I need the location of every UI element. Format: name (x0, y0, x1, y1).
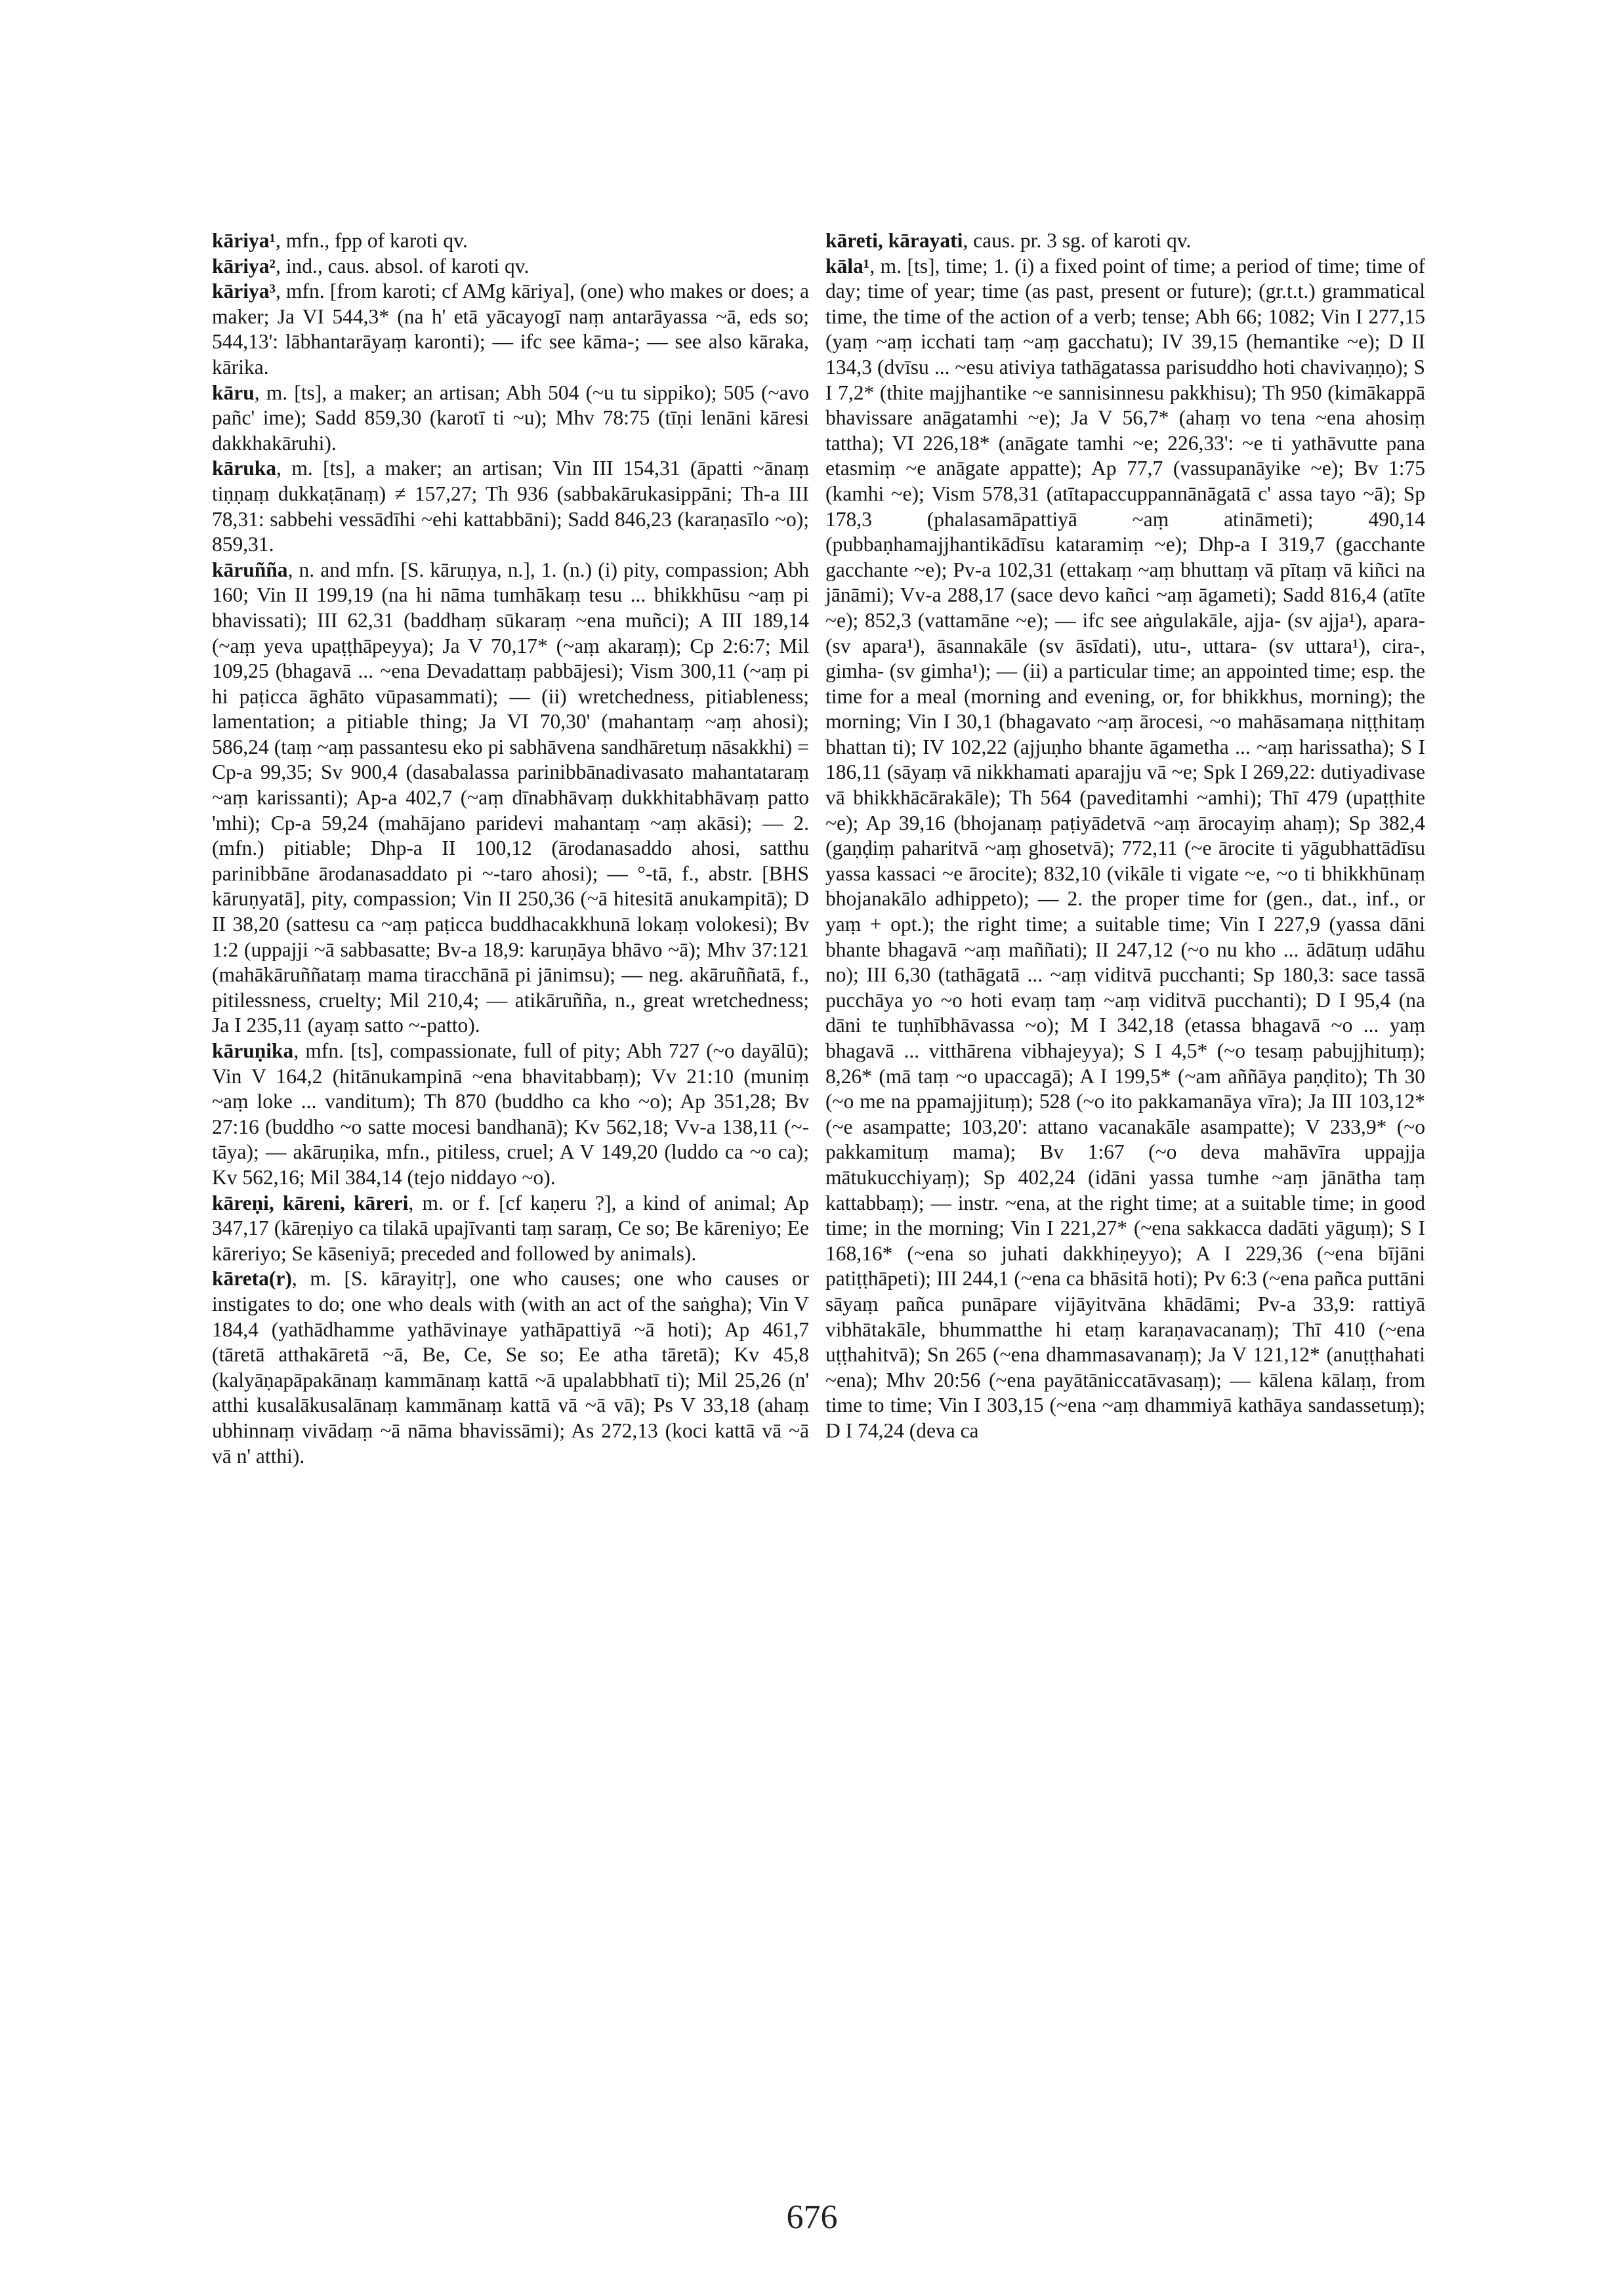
entry-definition: , m. [S. kārayitṛ], one who causes; one who causes or instigates to do; one who deals with (with an act of the saṅgha); Vin V 184,4 (yathādhamme yathāvinaye yathāpattiyā ~ā hoti); Ap 461,7 (tāretā atthakāretā ~ā, Be, Ce, Se so; Ee atha tāretā); Kv 45,8 (kalyāṇapāpakānaṃ kammānaṃ kattā ~ā upalabbhatī ti); Mil 25,26 (n' atthi kusalākusalānaṃ kammānaṃ kattā vā ~ā vā); Ps V 33,18 (ahaṃ ubhinnaṃ vivādaṃ ~ā nāma bhavissāmi); As 272,13 (koci kattā vā ~ā vā n' atthi). (212, 1267, 809, 1468)
dictionary-entry (212, 228, 809, 254)
entry-definition: , m. or f. [cf kaṇeru ?], a kind of animal; Ap 347,17 (kāreṇiyo ca tilakā upajīvanti taṃ saraṃ, Ce so; Be kāreniyo; Ee kāreriyo; Se kāseniyā; preceded and followed by animals). (212, 1191, 809, 1265)
dictionary-entry (825, 254, 1425, 1444)
dictionary-entry (212, 456, 809, 557)
entry-definition: , mfn. [ts], compassionate, full of pity; Abh 727 (~o dayālū); Vin V 164,2 (hitānukampinā ~ena bhavitabbaṃ); Vv 21:10 (muniṃ ~aṃ loke ... vanditum); Th 870 (buddho ca kho ~o); Ap 351,28; Bv 27:16 (buddho ~o satte mocesi bandhanā); Kv 562,18; Vv-a 138,11 (~-tāya); — akāruṇika, mfn., pitiless, cruel; A V 149,20 (luddo ca ~o ca); Kv 562,16; Mil 384,14 (tejo niddayo ~o). (212, 1039, 809, 1189)
entry-headword: kāru (212, 381, 255, 404)
dictionary-entry (212, 1039, 809, 1191)
dictionary-entry (212, 1191, 809, 1267)
dictionary-entry (212, 558, 809, 1039)
entry-definition: , m. [ts], time; 1. (i) a fixed point of time; a period of time; time of day; time of year; time (as past, present or future); (gr.t.t.) grammatical time, the time of the action of a verb; tense; Abh 66; 1082; Vin I 277,15 (yaṃ ~aṃ icchati taṃ ~aṃ gacchatu); IV 39,15 (hemantike ~e); D II 134,3 (dvīsu ... ~esu ativiya tathāgatassa parisuddho hoti chavivaṇṇo); S I 7,2* (thite majjhantike ~e sannisinnesu pakkhisu); Th 950 (kimākappā bhavissare anāgatamhi ~e); Ja V 56,7* (ahaṃ vo tena ~ena ahosiṃ tattha); VI 226,18* (anāgate tamhi ~e; 226,33': ~e ti yathāvutte pana etasmiṃ ~e anāgate appatte); Ap 77,7 (vassupanāyike ~e); Bv 1:75 (kamhi ~e); Vism 578,31 (atītapaccuppannānāgatā c' assa tayo ~ā); Sp 178,3 (phalasamāpattiyā ~aṃ atināmeti); 490,14 (pubbaṇhamajjhantikādīsu kataramiṃ ~e); Dhp-a I 319,7 (gacchante gacchante ~e); Pv-a 102,31 (ettakaṃ ~aṃ bhuttaṃ vā pītaṃ vā kiñci na jānāmi); Vv-a 288,17 (sace devo kañci ~aṃ āgameti); Sadd 816,4 (atīte ~e); 852,3 (vattamāne ~e); — ifc see aṅgulakāle, ajja- (sv ajja¹), apara- (sv apara¹), āsannakāle (sv āsīdati), utu-, uttara- (sv uttara¹), cira-, gimha- (sv gimha¹); — (ii) a particular time; an appointed time; esp. the time for a meal (morning and evening, or, for bhikkhus, morning); the morning; Vin I 30,1 (bhagavato ~aṃ ārocesi, ~o mahāsamaṇa niṭṭhitaṃ bhattan ti); IV 102,22 (ajjuṇho bhante āgametha ... ~aṃ harissatha); S I 186,11 (sāyaṃ vā nikkhamati aparajju vā ~e; Spk I 269,22: dutiyadivase vā bhikkhācārakāle); Th 564 (paveditamhi ~amhi); Thī 479 (upaṭṭhite ~e); Ap 39,16 (bhojanaṃ paṭiyādetvā ~aṃ ārocayiṃ ahaṃ); Sp 382,4 (gaṇḍiṃ paharitvā ~aṃ ghosetvā); 772,11 (~e ārocite ti yāgubhattādīsu yassa kassaci ~e ārocite); 832,10 (vikāle ti vigate ~e, ~o ti bhikkhūnaṃ bhojanakālo adhippeto); — 2. the proper time for (gen., dat., inf., or yaṃ + opt.); the right time; a suitable time; Vin I 227,9 (yassa dāni bhante bhagavā ~aṃ maññati); II 247,12 (~o nu kho ... ādātuṃ udāhu no); III 6,30 (tathāgatā ... ~aṃ viditvā pucchanti; Sp 180,3: sace tassā pucchāya yo ~o hoti evaṃ taṃ ~aṃ viditvā pucchanti); D I 95,4 (na dāni te tuṇhībhāvassa ~o); M I 342,18 (etassa bhagavā ~o ... yaṃ bhagavā ... vitthārena vibhajeyya); S I 4,5* (~o tesaṃ pabujjhituṃ); 8,26* (mā taṃ ~o upaccagā); A I 199,5* (~am aññāya paṇḍito); Th 30 (~o me na ppamajjituṃ); 528 (~o ito pakkamanāya vīra); Ja III 103,12* (~e asampatte; 103,20': attano vacanakāle asampatte); V 233,9* (~o pakkamituṃ mama); Bv 1:67 (~o deva mahāvīra uppajja mātukucchiyaṃ); Sp 402,24 (idāni yassa tumhe ~aṃ jānātha taṃ kattabbaṃ); — instr. ~ena, at the right time; at a suitable time; in good time; in the morning; Vin I 221,27* (~ena sakkacca dadāti yāguṃ); S I 168,16* (~ena so juhati dakkhiṇeyyo); A I 229,36 (~ena bījāni patiṭṭhāpeti); III 244,1 (~ena ca bhāsitā hoti); Pv 6:3 (~ena pañca puttāni sāyaṃ pañca punāpare vijāyitvāna khādāmi; Pv-a 33,9: rattiyā vibhātakāle, bhummatthe hi etaṃ karaṇavacanaṃ); Thī 410 (~ena uṭṭhahitvā); Sn 265 (~ena dhammasavanaṃ); Ja V 121,12* (anuṭṭhahati ~ena); Mhv 20:56 (~ena payātāniccatāvasaṃ); — kālena kālaṃ, from time to time; Vin I 303,15 (~ena ~aṃ dhammiyā kathāya sandassetuṃ); D I 74,24 (deva ca (825, 254, 1425, 1442)
entry-headword: kāreṇi, kāreni, kāreri (212, 1191, 409, 1214)
page-number: 676 (786, 2199, 838, 2236)
entry-headword: kāruñña (212, 558, 288, 581)
right-column (825, 228, 1425, 1444)
dictionary-entry (212, 381, 809, 457)
entry-headword: kāruṇika (212, 1039, 294, 1062)
entry-definition: , mfn., fpp of karoti qv. (275, 229, 468, 252)
entry-definition: , mfn. [from karoti; cf AMg kāriya], (one) who makes or does; a maker; Ja VI 544,3* (na h' etā yācayogī naṃ antarāyassa ~ā, eds so; 544,13': lābhantarāyaṃ karonti); — ifc see kāma-; — see also kāraka, kārika. (212, 279, 809, 379)
entry-definition: , caus. pr. 3 sg. of karoti qv. (963, 229, 1192, 252)
dictionary-entry (212, 254, 809, 279)
dictionary-entry (212, 279, 809, 380)
entry-definition: , m. [ts], a maker; an artisan; Vin III 154,31 (āpatti ~ānaṃ tiṇṇaṃ dukkaṭānaṃ) ≠ 157,27; Th 936 (sabbakārukasippāni; Th-a III 78,31: sabbehi vessādīhi ~ehi kattabbāni); Sadd 846,23 (karaṇasīlo ~o); 859,31. (212, 457, 809, 556)
entry-definition: , ind., caus. absol. of karoti qv. (275, 254, 530, 278)
entry-headword: kāriya³ (212, 279, 276, 303)
entry-definition: , n. and mfn. [S. kāruṇya, n.], 1. (n.) (i) pity, compassion; Abh 160; Vin II 199,19 (na hi nāma tumhākaṃ tesu ... bhikkhūsu ~aṃ pi bhavissati); III 62,31 (baddhaṃ sūkaraṃ ~ena muñci); A III 189,14 (~aṃ yeva upaṭṭhāpeyya); Ja V 70,17* (~aṃ akaraṃ); Cp 2:6:7; Mil 109,25 (bhagavā ... ~ena Devadattaṃ pabbājesi); Vism 300,11 (~aṃ pi hi paṭicca āghāto vūpasammati); — (ii) wretchedness, pitiableness; lamentation; a pitiable thing; Ja VI 70,30' (mahantaṃ ~aṃ ahosi); 586,24 (taṃ ~aṃ passantesu eko pi sabhāvena sandhāretuṃ nāsakkhi) = Cp-a 99,35; Sv 900,4 (dasabalassa parinibbānadivasato mahantataraṃ ~aṃ karissanti); Ap-a 402,7 (~aṃ dīnabhāvaṃ dukkhitabhāvaṃ patto 'mhi); Cp-a 59,24 (mahājano paridevi mahantaṃ ~aṃ akāsi); — 2. (mfn.) pitiable; Dhp-a II 100,12 (ārodanasaddo ahosi, satthu parinibbāne ārodanasaddato pi ~-taro ahosi); — °-tā, f., abstr. [BHS kāruṇyatā], pity, compassion; Vin II 250,36 (~ā hitesitā anukampitā); D II 38,20 (sattesu ca ~aṃ paṭicca buddhacakkhunā lokaṃ volokesi); Bv 1:2 (uppajji ~ā sabbasatte; Bv-a 18,9: karuṇāya bhāvo ~ā); Mhv 37:121 (mahākāruññataṃ mama tiracchānā pi jānimsu); — neg. akāruññatā, f., pitilessness, cruelty; Mil 210,4; — atikāruñña, n., great wretchedness; Ja I 235,11 (ayaṃ satto ~-patto). (212, 558, 809, 1037)
dictionary-entry (212, 1266, 809, 1469)
entry-headword: kāriya¹ (212, 229, 276, 252)
entry-definition: , m. [ts], a maker; an artisan; Abh 504 (~u tu sippiko); 505 (~avo pañc' ime); Sadd 859,30 (karotī ti ~u); Mhv 78:75 (tīṇi lenāni kāresi dakkhakāruhi). (212, 381, 809, 455)
dictionary-entry (825, 228, 1425, 254)
entry-headword: kāriya² (212, 254, 276, 278)
entry-headword: kāreta(r) (212, 1267, 292, 1291)
left-column (212, 228, 809, 1469)
entry-headword: kāruka (212, 457, 277, 480)
entry-headword: kāreti, kārayati (825, 229, 963, 252)
entry-headword: kāla¹ (825, 254, 870, 278)
